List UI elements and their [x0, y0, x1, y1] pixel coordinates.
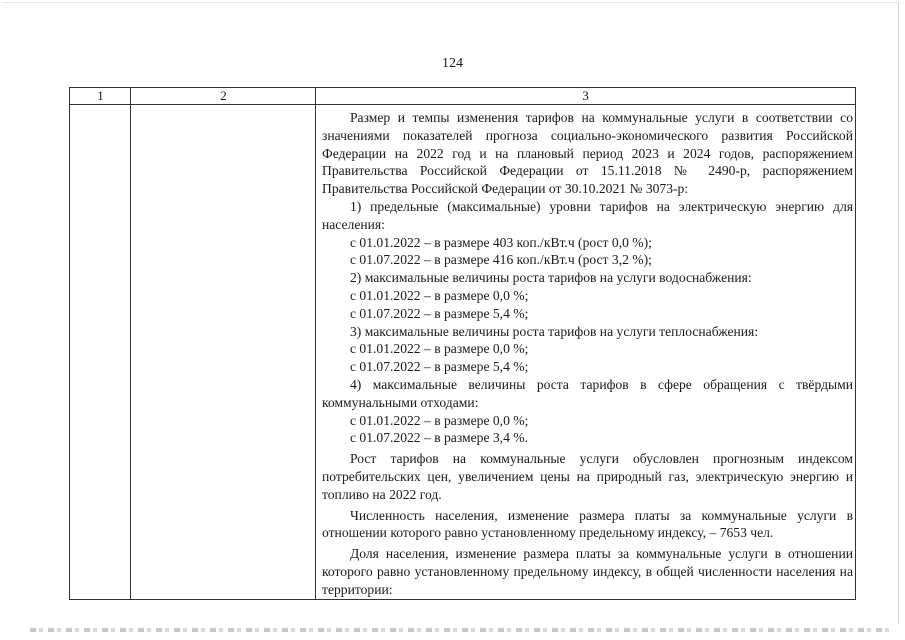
- paragraph: с 01.07.2022 – в размере 5,4 %;: [350, 359, 529, 375]
- paragraph: с 01.01.2022 – в размере 0,0 %;: [350, 341, 529, 357]
- paragraph: с 01.07.2022 – в размере 3,4 %.: [350, 430, 528, 446]
- page-number: 124: [442, 56, 463, 71]
- paragraph: Численность населения, изменение размера платы за коммунальные услуги в отношении которого равно установленному предельному индексу, – 7653 чел.: [322, 507, 853, 541]
- column-3-content: [322, 109, 853, 599]
- paragraph: Доля населения, изменение размера платы за коммунальные услуги в отношении которого равно установленному предельному индексу, в общей численности населения на территории:: [322, 546, 853, 597]
- column-divider-1: [130, 88, 131, 599]
- table-header-row: [70, 88, 855, 105]
- paragraph: с 01.01.2022 – в размере 0,0 %;: [350, 412, 529, 428]
- paragraph: Размер и темпы изменения тарифов на коммунальные услуги в соответствии со значениями показателей прогноза социально-экономического развития Российской Федерации на 2022 год и на плановый период 2023 и 2024 годов, распоряжением Правительства Российской Федерации от 15.11.2018 № 2490-р, распоряжением Правительства Российской Федерации от 30.10.2021 № 3073-р:: [322, 110, 853, 197]
- paragraph: Рост тарифов на коммунальные услуги обусловлен прогнозным индексом потребительских цен, увеличением цены на природный газ, электрическую энергию и топливо на 2022 год.: [322, 451, 853, 502]
- paragraph: с 01.07.2022 – в размере 5,4 %;: [350, 305, 529, 321]
- paragraph: 1) предельные (максимальные) уровни тарифов на электрическую энергию для населения:: [322, 198, 853, 232]
- column-divider-2: [315, 88, 316, 599]
- header-col-3: 3: [582, 88, 589, 103]
- paragraph: 4) максимальные величины роста тарифов в сфере обращения с твёрдыми коммунальными отходами:: [322, 376, 853, 410]
- paragraph: с 01.01.2022 – в размере 403 коп./кВт.ч (рост 0,0 %);: [350, 234, 652, 250]
- paragraph: с 01.07.2022 – в размере 416 коп./кВт.ч (рост 3,2 %);: [350, 252, 652, 268]
- header-col-2: 2: [220, 88, 227, 103]
- header-col-1: 1: [97, 88, 104, 103]
- paragraph: 3) максимальные величины роста тарифов на услуги теплоснабжения:: [350, 323, 759, 339]
- document-table: [69, 87, 856, 600]
- paragraph: с 01.01.2022 – в размере 0,0 %;: [350, 287, 529, 303]
- paragraph: 2) максимальные величины роста тарифов на услуги водоснабжения:: [350, 270, 752, 286]
- scan-artifact: [30, 628, 890, 632]
